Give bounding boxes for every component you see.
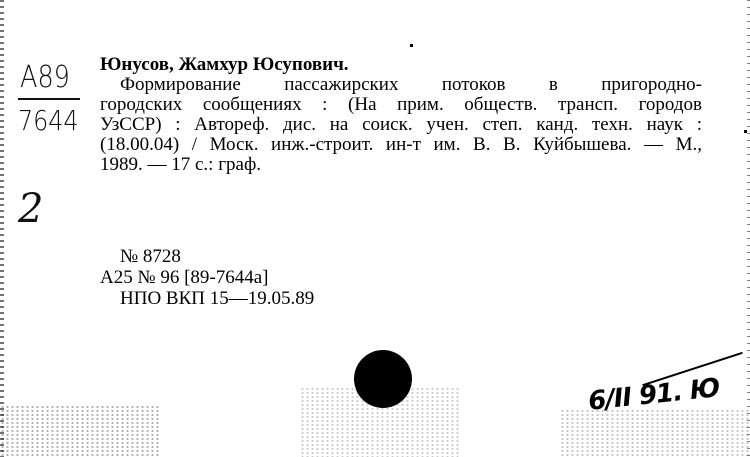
card-meta (100, 246, 314, 309)
speck (410, 44, 413, 47)
scan-noise (0, 405, 160, 457)
entry-line: городских сообщениях : (На прим. обществ. трансп. городов (100, 94, 702, 115)
punch-hole (354, 350, 412, 408)
entry-line: Формирование пассажирских потоков в пригородно- (120, 74, 702, 95)
date-signature: 6/II 91. Ю (586, 373, 721, 417)
entry-line: 1989. — 17 с.: граф. (100, 154, 261, 175)
entry-line: (18.00.04) / Моск. инж.-строит. ин-т им. В. В. Куйбышева. — М., (100, 134, 702, 155)
shelf-mark-rule (18, 98, 80, 100)
npo-line: НПО ВКП 15—19.05.89 (120, 288, 315, 309)
speck (744, 130, 747, 133)
shelf-mark-line1: А89 (20, 60, 70, 95)
entry-description (100, 75, 702, 175)
card-left-edge (0, 0, 4, 457)
author-heading: Юнусов, Жамхур Юсупович. (100, 54, 349, 75)
scan-noise (560, 409, 750, 457)
handwritten-mark: 2 (18, 186, 44, 232)
shelf-mark-line2: 7644 (18, 104, 79, 137)
entry-line: УзССР) : Автореф. дис. на соиск. учен. степ. канд. техн. наук : (100, 114, 702, 135)
bibliographic-entry (100, 55, 702, 175)
card-number: № 8728 (120, 246, 181, 267)
accession-code: А25 № 96 [89-7644а] (100, 267, 269, 288)
